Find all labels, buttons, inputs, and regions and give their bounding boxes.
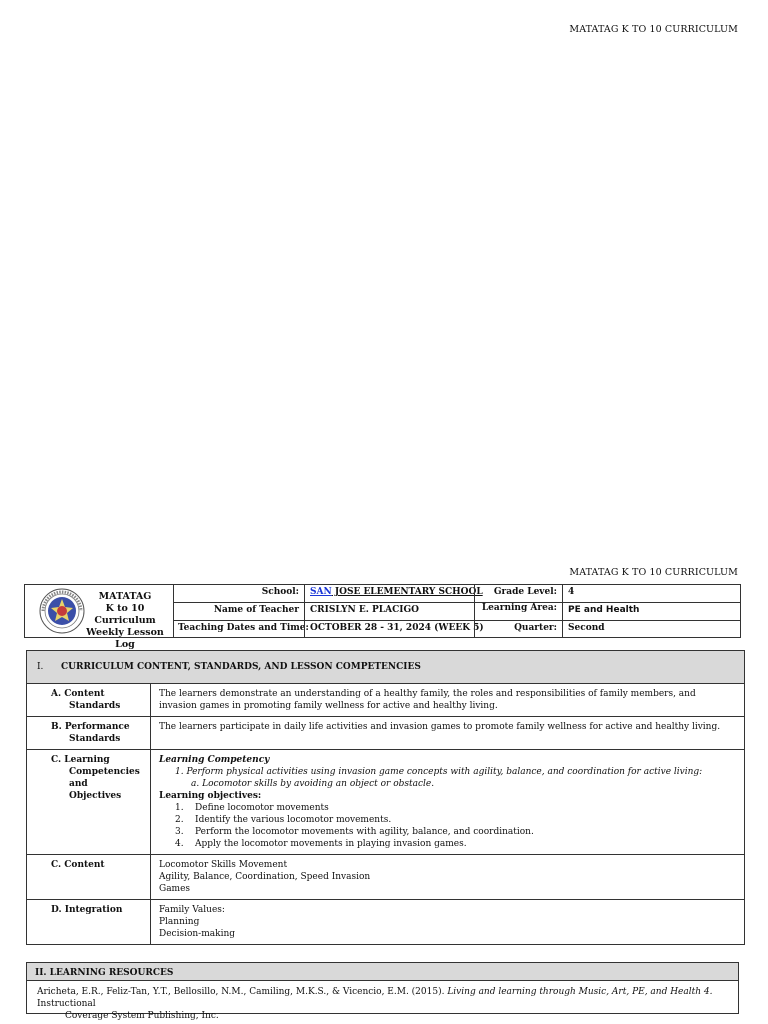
competencies-text (151, 750, 745, 855)
integration-line: Family Values: (159, 905, 225, 915)
logo-line-1: MATATAG (98, 591, 152, 602)
label-line: Competencies (69, 767, 140, 777)
objective-item: 1. Define locomotor movements (175, 803, 329, 813)
lesson-log-info-table (24, 584, 741, 650)
lc-subitem: a. Locomotor skills by avoiding an object or obstacle. (191, 779, 435, 789)
school-label: School: (261, 587, 299, 597)
content-text (151, 855, 745, 900)
objective-item: 2. Identify the various locomotor movements. (175, 815, 392, 825)
section-title: CURRICULUM CONTENT, STANDARDS, AND LESSON COMPETENCIES (61, 662, 421, 672)
info-row-teacher (173, 602, 740, 620)
label-line: Standards (69, 734, 121, 744)
label-line: C. Learning (51, 755, 110, 765)
area-label: Learning Area: (474, 603, 562, 620)
curriculum-header: MATATAG K TO 10 CURRICULUM (569, 567, 738, 578)
logo-line-3: Weekly Lesson Log (86, 627, 164, 650)
learning-resources-reference (27, 981, 738, 1021)
teacher-value: CRISLYN E. PLACIGO (304, 603, 474, 620)
integration-text (151, 900, 745, 945)
content-standards-row (27, 684, 745, 717)
grade-value: 4 (562, 585, 740, 602)
lc-item: 1. Perform physical activities using invasion game concepts with agility, balance, and coordination for active living: (175, 767, 703, 777)
info-row-school (173, 585, 740, 602)
performance-standards-row (27, 717, 745, 750)
performance-standards-text: The learners participate in daily life activities and invasion games to promote family wellness for active and healthy living. (151, 717, 745, 750)
school-name-rest: JOSE ELEMENTARY SCHOOL (331, 587, 483, 597)
reference-tail: Instructional (37, 999, 96, 1009)
content-label: C. Content (27, 855, 151, 900)
objective-item: 4. Apply the locomotor movements in playing invasion games. (175, 839, 467, 849)
quarter-label: Quarter: (474, 621, 562, 638)
lc-title: Learning Competency (159, 755, 270, 765)
objectives-title: Learning objectives: (159, 791, 262, 801)
integration-line: Decision-making (159, 929, 236, 939)
logo-block (25, 585, 174, 650)
teacher-label: Name of Teacher (213, 605, 299, 615)
integration-line: Planning (159, 917, 200, 927)
curriculum-table (26, 650, 745, 945)
quarter-value: Second (562, 621, 740, 638)
section-number: I. (37, 662, 44, 672)
label-line: and Objectives (69, 779, 122, 801)
content-standards-text: The learners demonstrate an understanding of a healthy family, the roles and responsibilities of family members, and invasion games in promoting family wellness for active and healthy living. (151, 684, 745, 717)
info-row-dates (173, 620, 740, 638)
dates-label: Teaching Dates and Time: (178, 623, 309, 633)
section-1-heading (27, 651, 745, 684)
integration-label: D. Integration (27, 900, 151, 945)
dates-value: OCTOBER 28 - 31, 2024 (WEEK 5) (304, 621, 474, 638)
reference-title: Living and learning through Music, Art, PE, and Health 4. (447, 987, 713, 997)
reference-publisher: Coverage System Publishing, Inc. (65, 1011, 219, 1021)
logo-line-2: K to 10 Curriculum (94, 603, 156, 626)
reference-authors: Aricheta, E.R., Feliz-Tan, Y.T., Bellosillo, N.M., Camiling, M.K.S., & Vicencio, E.M. (2015). (37, 987, 448, 997)
performance-standards-label (27, 717, 151, 750)
section-header-row (27, 651, 745, 684)
competencies-label (27, 750, 151, 855)
integration-row (27, 900, 745, 945)
grade-label: Grade Level: (474, 585, 562, 602)
school-link[interactable]: SAN (310, 587, 332, 597)
content-standards-label (27, 684, 151, 717)
school-value (304, 585, 483, 602)
content-line: Locomotor Skills Movement (159, 860, 288, 870)
content-line: Games (159, 884, 191, 894)
curriculum-header-top: MATATAG K TO 10 CURRICULUM (569, 24, 738, 35)
learning-resources-table (26, 962, 739, 1021)
content-line: Agility, Balance, Coordination, Speed Invasion (159, 872, 371, 882)
learning-resources-heading: II. LEARNING RESOURCES (27, 963, 738, 981)
area-value: PE and Health (562, 603, 740, 620)
logo-text (77, 591, 173, 651)
label-line: B. Performance (51, 722, 130, 732)
competencies-row (27, 750, 745, 855)
content-row (27, 855, 745, 900)
label-line: Standards (69, 701, 121, 711)
label-line: A. Content (51, 689, 105, 699)
objective-item: 3. Perform the locomotor movements with agility, balance, and coordination. (175, 827, 534, 837)
